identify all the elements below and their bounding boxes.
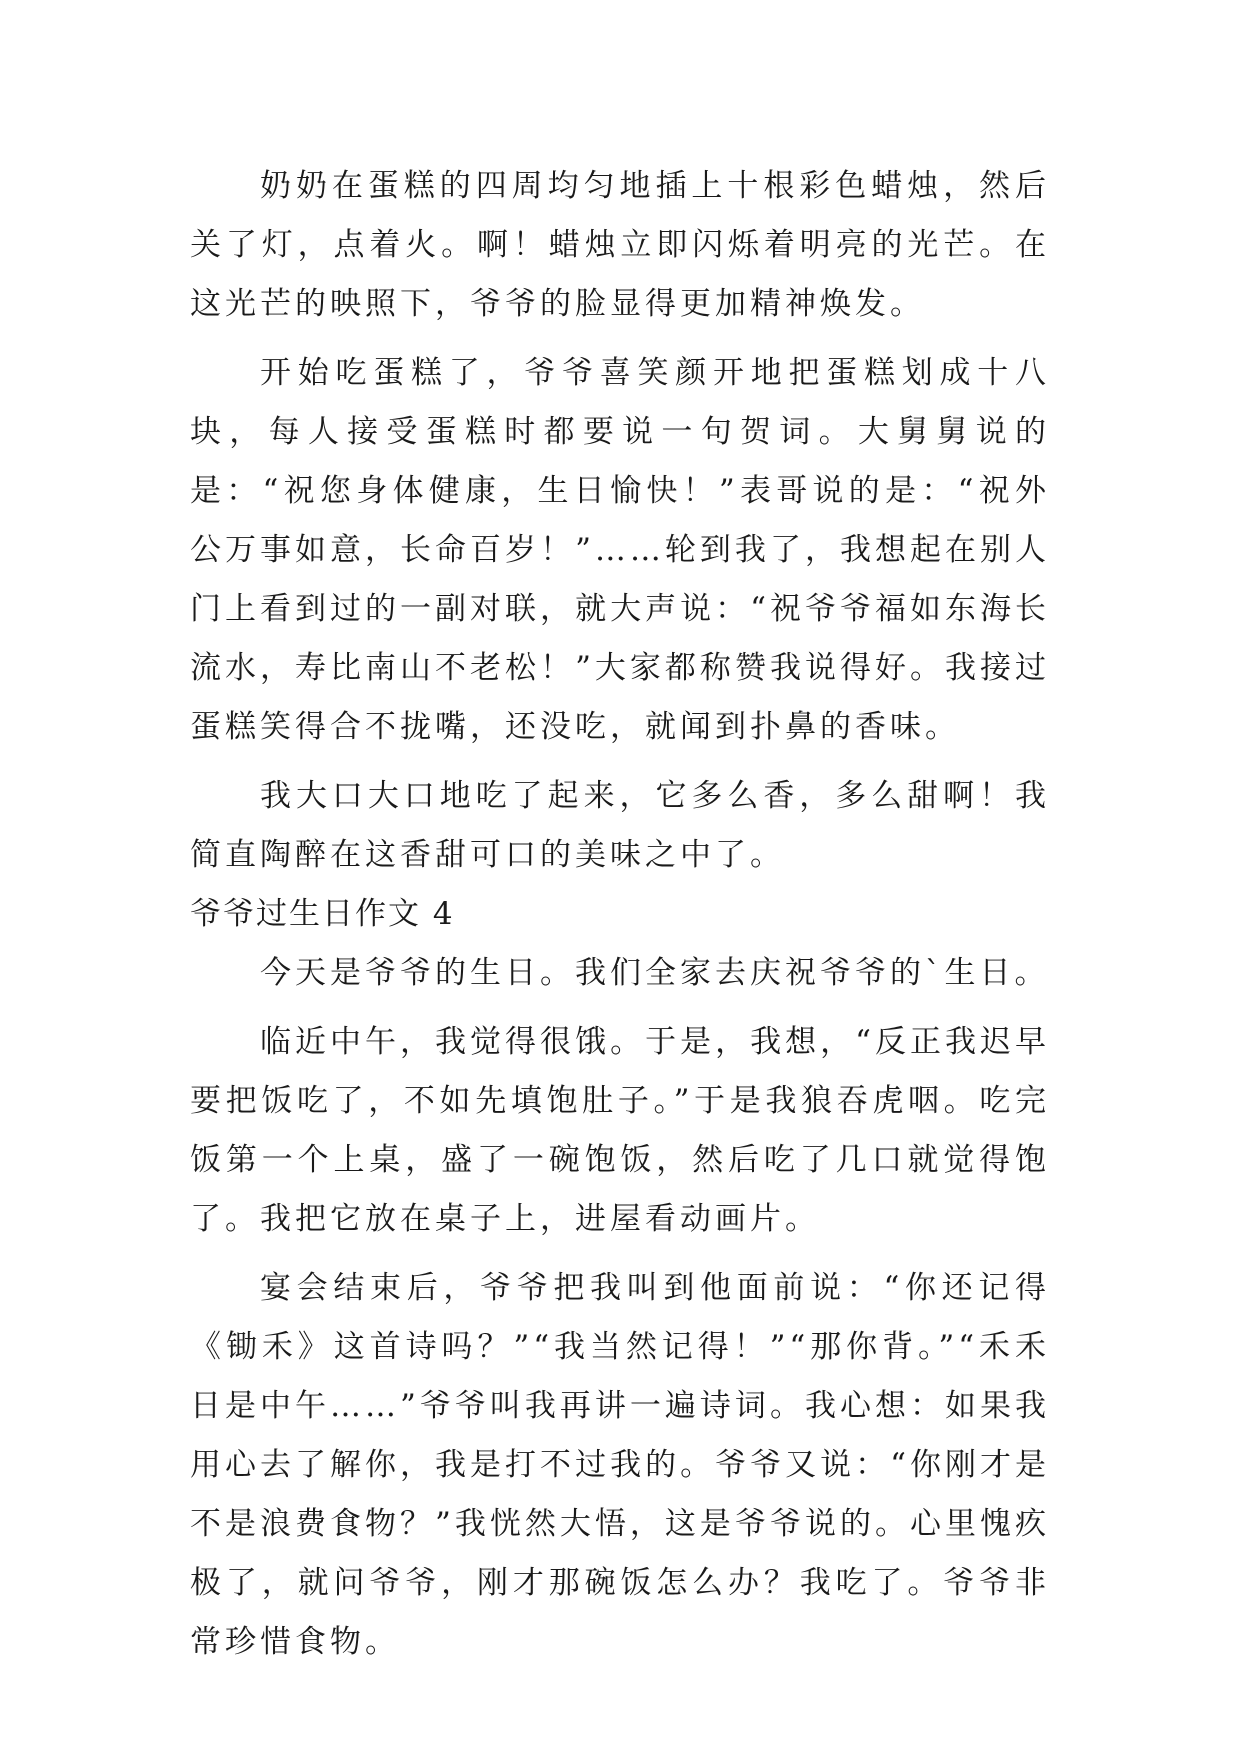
paragraph-eating-cake: 开始吃蛋糕了，爷爷喜笑颜开地把蛋糕划成十八块，每人接受蛋糕时都要说一句贺词。大舅舅说的是：“祝您身体健康，生日愉快！”表哥说的是：“祝外公万事如意，长命百岁！”……轮到我了，我想起在别人门上看到过的一副对联，就大声说：“祝爷爷福如东海长流水，寿比南山不老松！”大家都称赞我说得好。我接过蛋糕笑得合不拢嘴，还没吃，就闻到扑鼻的香味。 <box>190 355 1050 745</box>
paragraph-candles: 奶奶在蛋糕的四周均匀地插上十根彩色蜡烛，然后关了灯，点着火。啊！蜡烛立即闪烁着明亮的光芒。在这光芒的映照下，爷爷的脸显得更加精神焕发。 <box>190 168 1050 322</box>
paragraph-noon-meal: 临近中午，我觉得很饿。于是，我想，“反正我迟早要把饭吃了，不如先填饱肚子。”于是我狼吞虎咽。吃完饭第一个上桌，盛了一碗饱饭，然后吃了几口就觉得饱了。我把它放在桌子上，进屋看动画片。 <box>190 1024 1050 1237</box>
paragraph-birthday-intro: 今天是爷爷的生日。我们全家去庆祝爷爷的`生日。 <box>260 955 1050 991</box>
paragraph-tasting: 我大口大口地吃了起来，它多么香，多么甜啊！我简直陶醉在这香甜可口的美味之中了。 <box>190 778 1050 873</box>
paragraph-poem-lesson: 宴会结束后，爷爷把我叫到他面前说：“你还记得《锄禾》这首诗吗？”“我当然记得！”“那你背。”“禾禾日是中午……”爷爷叫我再讲一遍诗词。我心想：如果我用心去了解你，我是打不过我的。爷爷又说：“你刚才是不是浪费食物？”我恍然大悟，这是爷爷说的。心里愧疚极了，就问爷爷，刚才那碗饭怎么办？我吃了。爷爷非常珍惜食物。 <box>190 1270 1050 1660</box>
document-body <box>190 157 1050 1672</box>
section-heading: 爷爷过生日作文 4 <box>190 896 455 932</box>
